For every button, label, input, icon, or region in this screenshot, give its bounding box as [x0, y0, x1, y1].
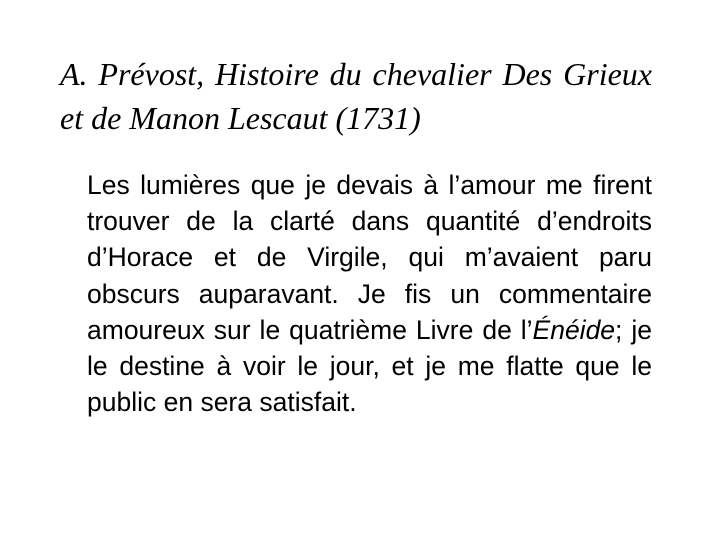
quote-paragraph — [87, 167, 652, 420]
quote-text-start: Les lumières que je devais à l’amour me firent trouver de la clarté dans quantité d’endroits d’Horace et de Virgile, qui m’avaient paru obscurs auparavant. Je fis un commentaire amoureux sur le quatrième Livre de l’ — [87, 170, 652, 345]
quote-text-end: ; je le destine à voir le jour, et je me flatte que le public en sera satisfait. — [87, 314, 652, 418]
slide-title: A. Prévost, Histoire du chevalier Des Grieux et de Manon Lescaut (1731) — [60, 56, 652, 136]
work-title-eneide: Énéide — [532, 314, 616, 345]
